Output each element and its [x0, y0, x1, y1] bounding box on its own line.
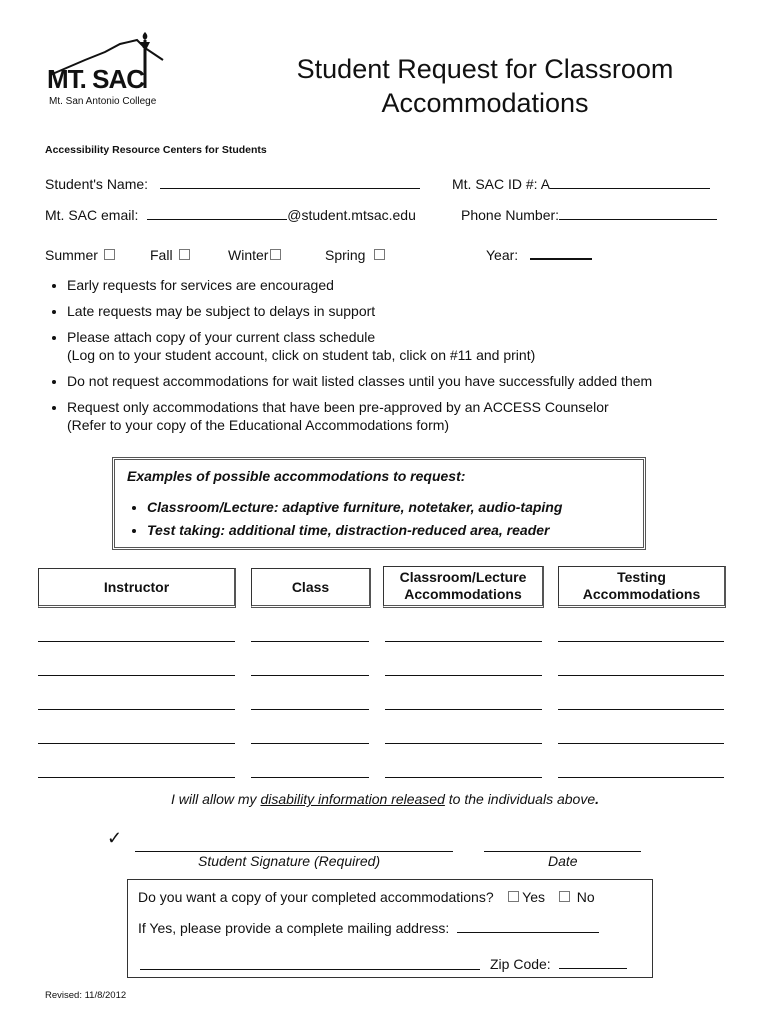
yes-label: Yes — [522, 889, 546, 905]
instructions-list — [45, 276, 767, 442]
list-item — [147, 496, 562, 519]
term-fall[interactable] — [150, 247, 190, 263]
release-text-underlined: disability information released — [260, 791, 445, 807]
list-item — [67, 302, 767, 320]
zip-line[interactable] — [559, 968, 627, 969]
signature-label: Student Signature (Required) — [198, 853, 381, 869]
row-2-classroom-line[interactable] — [385, 675, 542, 676]
row-3-testing-line[interactable] — [558, 709, 724, 710]
row-4-class-line[interactable] — [251, 743, 369, 744]
header-testing — [558, 566, 726, 608]
title-line-1: Student Request for Classroom — [296, 54, 674, 84]
row-1-classroom-line[interactable] — [385, 641, 542, 642]
list-item — [67, 398, 767, 434]
release-text-pre: I will allow my — [170, 791, 261, 807]
term-fall-label: Fall — [150, 247, 173, 263]
header-testing-line2: Accommodations — [582, 586, 701, 602]
row-5-instructor-line[interactable] — [38, 777, 235, 778]
list-item — [147, 519, 562, 542]
signature-line[interactable] — [135, 851, 453, 852]
term-summer[interactable] — [45, 247, 115, 263]
revised-date: Revised: 11/8/2012 — [45, 990, 127, 1001]
example-label: Test taking: — [147, 522, 226, 538]
address-line-1[interactable] — [457, 932, 599, 933]
examples-list — [131, 496, 562, 542]
header-instructor-label: Instructor — [103, 578, 170, 595]
year-label: Year: — [486, 247, 519, 263]
copy-question-row — [138, 889, 595, 905]
yes-checkbox[interactable] — [508, 891, 519, 902]
header-classroom-line1: Classroom/Lecture — [399, 569, 527, 585]
row-2-class-line[interactable] — [251, 675, 369, 676]
id-label: Mt. SAC ID #: A — [452, 176, 551, 192]
bullet-subtext: (Log on to your student account, click on student tab, click on #11 and print) — [67, 347, 536, 363]
list-item — [67, 372, 767, 390]
student-name-field[interactable] — [45, 176, 420, 192]
term-winter-label: Winter — [228, 247, 269, 263]
list-item — [67, 328, 767, 364]
email-domain: @student.mtsac.edu — [287, 207, 416, 223]
page-title — [250, 52, 720, 120]
term-winter-checkbox[interactable] — [270, 249, 281, 260]
address-line-2[interactable] — [140, 969, 480, 970]
student-name-label: Student's Name: — [45, 176, 149, 192]
year-line[interactable] — [530, 258, 592, 260]
row-1-instructor-line[interactable] — [38, 641, 235, 642]
copy-question: Do you want a copy of your completed accommodations? — [138, 889, 494, 905]
row-3-class-line[interactable] — [251, 709, 369, 710]
bullet-text: Do not request accommodations for wait listed classes until you have successfully added them — [67, 373, 653, 389]
zip-label: Zip Code: — [490, 956, 551, 972]
row-3-classroom-line[interactable] — [385, 709, 542, 710]
email-line[interactable] — [147, 219, 287, 220]
examples-heading: Examples of possible accommodations to request: — [127, 468, 466, 484]
id-line[interactable] — [550, 188, 710, 189]
student-name-line[interactable] — [160, 188, 420, 189]
release-statement — [0, 791, 770, 807]
logo-subtitle: Mt. San Antonio College — [49, 96, 157, 107]
header-classroom-line2: Accommodations — [404, 586, 522, 602]
header-class-label: Class — [291, 578, 330, 595]
bullet-subtext: (Refer to your copy of the Educational Accommodations form) — [67, 417, 450, 433]
term-spring[interactable] — [325, 247, 385, 263]
college-logo — [45, 30, 175, 115]
date-line[interactable] — [484, 851, 641, 852]
term-winter[interactable] — [228, 247, 281, 263]
logo-name: MT. SAC — [47, 64, 144, 94]
bullet-text: Request only accommodations that have been pre-approved by an ACCESS Counselor — [67, 399, 609, 415]
address-label: If Yes, please provide a complete mailing address: — [138, 920, 450, 936]
header-instructor — [38, 568, 236, 608]
term-summer-checkbox[interactable] — [104, 249, 115, 260]
release-text-post: to the individuals above — [444, 791, 596, 807]
row-4-classroom-line[interactable] — [385, 743, 542, 744]
examples-box — [112, 457, 646, 550]
address-row — [138, 920, 599, 936]
term-spring-checkbox[interactable] — [374, 249, 385, 260]
phone-label: Phone Number: — [461, 207, 560, 223]
bullet-text: Early requests for services are encouraged — [67, 277, 334, 293]
list-item — [67, 276, 767, 294]
year-field[interactable] — [486, 247, 592, 263]
row-1-testing-line[interactable] — [558, 641, 724, 642]
row-4-testing-line[interactable] — [558, 743, 724, 744]
copy-request-box — [127, 879, 653, 978]
release-text-end: . — [595, 791, 599, 807]
id-field[interactable] — [452, 176, 710, 192]
example-text: additional time, distraction-reduced area, reader — [225, 522, 550, 538]
no-checkbox[interactable] — [559, 891, 570, 902]
phone-line[interactable] — [559, 219, 717, 220]
email-label: Mt. SAC email: — [45, 207, 139, 223]
term-spring-label: Spring — [325, 247, 366, 263]
example-label: Classroom/Lecture: — [147, 499, 279, 515]
bullet-text: Late requests may be subject to delays in support — [67, 303, 376, 319]
check-mark-icon: ✓ — [107, 828, 123, 848]
example-text: adaptive furniture, notetaker, audio-taping — [278, 499, 563, 515]
date-label: Date — [548, 853, 578, 869]
no-label: No — [576, 889, 595, 905]
row-1-class-line[interactable] — [251, 641, 369, 642]
term-summer-label: Summer — [45, 247, 98, 263]
row-5-class-line[interactable] — [251, 777, 369, 778]
header-class — [251, 568, 371, 608]
zip-row — [490, 956, 627, 972]
header-classroom — [383, 566, 544, 608]
phone-field[interactable] — [461, 207, 717, 223]
title-line-2: Accommodations — [381, 88, 589, 118]
row-5-classroom-line[interactable] — [385, 777, 542, 778]
row-4-instructor-line[interactable] — [38, 743, 235, 744]
department-name: Accessibility Resource Centers for Students — [45, 144, 267, 156]
row-2-testing-line[interactable] — [558, 675, 724, 676]
term-fall-checkbox[interactable] — [179, 249, 190, 260]
bullet-text: Please attach copy of your current class schedule — [67, 329, 376, 345]
row-3-instructor-line[interactable] — [38, 709, 235, 710]
row-2-instructor-line[interactable] — [38, 675, 235, 676]
row-5-testing-line[interactable] — [558, 777, 724, 778]
email-field[interactable] — [45, 207, 416, 223]
header-testing-line1: Testing — [617, 569, 666, 585]
